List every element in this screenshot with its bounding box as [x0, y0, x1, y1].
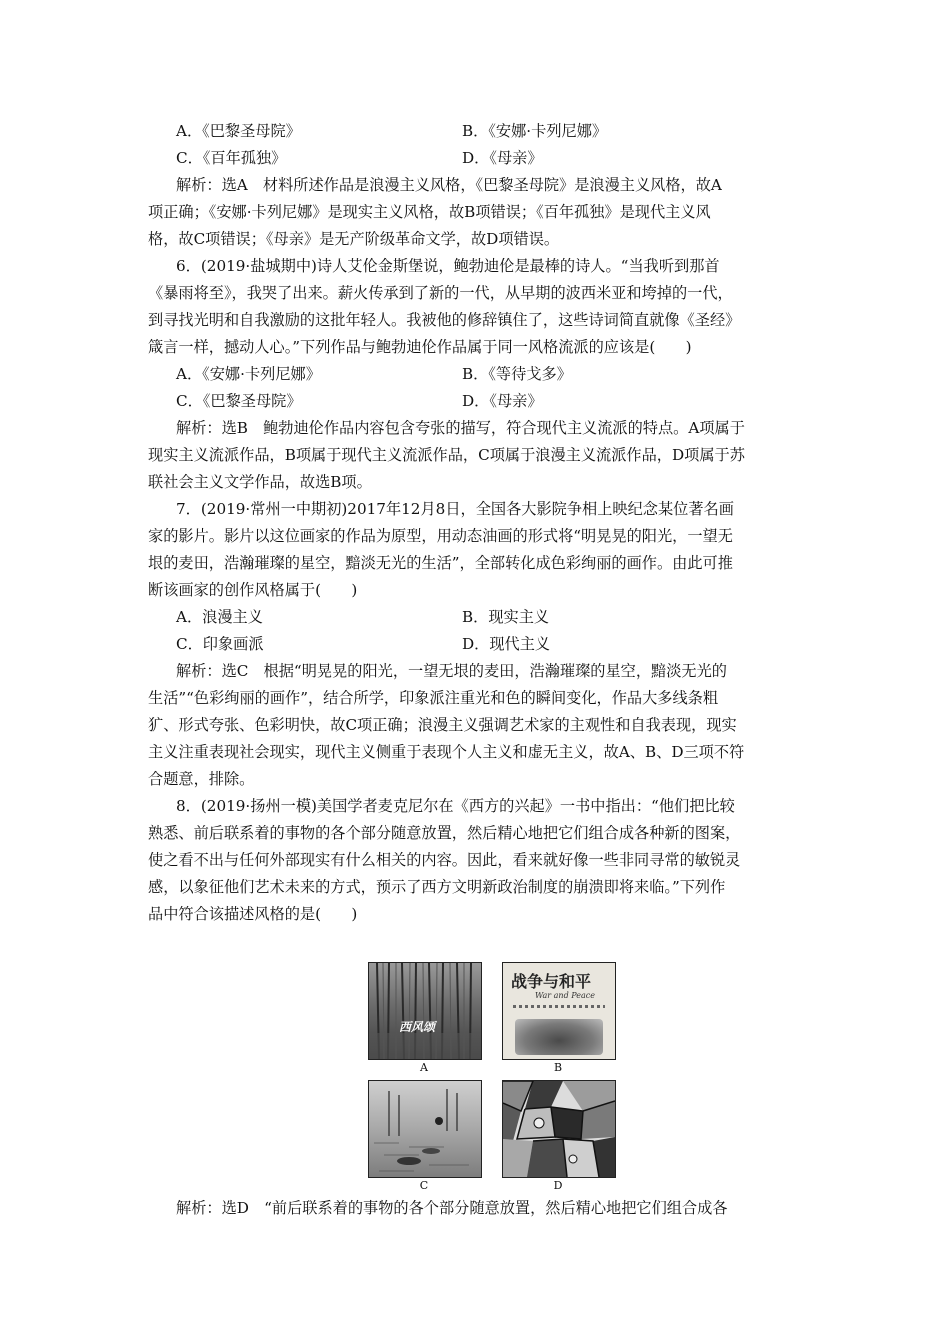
- q5-option-d: D．《母亲》: [462, 149, 543, 167]
- q7-answer-line: 犷、形式夸张、色彩明快，故C项正确；浪漫主义强调艺术家的主观性和自我表现，现实: [148, 716, 737, 734]
- q8-stem-line: 感，以象征他们艺术未来的方式，预示了西方文明新政治制度的崩溃即将来临。”下列作: [148, 878, 726, 896]
- q6-stem-line: 6．(2019·盐城期中)诗人艾伦金斯堡说，鲍勃迪伦是最棒的诗人。“当我听到那首: [176, 257, 720, 275]
- artwork-b-author-line: [513, 1005, 605, 1008]
- q6-stem-line: 《暴雨将至》，我哭了出来。薪火传承到了新的一代，从早期的波西米亚和垮掉的一代，: [148, 284, 733, 302]
- q6-options-row-2: [148, 388, 828, 415]
- q6-option-c: C．《巴黎圣母院》: [176, 392, 302, 410]
- artwork-d-label: D: [553, 1179, 563, 1192]
- document-page: [148, 118, 828, 928]
- q5-answer-line: 格，故C项错误；《母亲》是无产阶级革命文学，故D项错误。: [148, 230, 560, 248]
- artwork-b-image: [502, 962, 616, 1060]
- artwork-b-illustration: [515, 1019, 603, 1055]
- q5-option-b: B．《安娜·卡列尼娜》: [462, 122, 608, 140]
- q8-answer-line: 解析：选D “前后联系着的事物的各个部分随意放置，然后精心地把它们组合成各: [176, 1199, 728, 1217]
- q6-answer-line: 联社会主义文学作品，故选B项。: [148, 473, 372, 491]
- artwork-b-subtitle: War and Peace: [535, 991, 595, 1000]
- q7-answer-line: 解析：选C 根据“明晃晃的阳光，一望无垠的麦田，浩瀚璀璨的星空，黯淡无光的: [176, 662, 727, 680]
- q7-stem-line: 7．(2019·常州一中期初)2017年12月8日，全国各大影院争相上映纪念某位著名画: [176, 500, 734, 518]
- q7-option-c: C．印象画派: [176, 635, 264, 653]
- q5-answer-line: 项正确；《安娜·卡列尼娜》是现实主义风格，故B项错误；《百年孤独》是现代主义风: [148, 203, 711, 221]
- q7-options-row-1: [148, 604, 828, 631]
- q7-option-d: D．现代主义: [462, 635, 551, 653]
- artwork-a-image: [368, 962, 482, 1060]
- q8-stem-line: 品中符合该描述风格的是( ): [148, 905, 358, 923]
- artwork-a-caption: 西风颂: [399, 1020, 436, 1034]
- artwork-c-label: C: [419, 1179, 429, 1192]
- artwork-a-label: A: [420, 1061, 428, 1074]
- artwork-b-label: B: [553, 1061, 563, 1074]
- q6-option-a: A．《安娜·卡列尼娜》: [176, 365, 321, 383]
- q5-answer-line: 解析：选A 材料所述作品是浪漫主义风格，《巴黎圣母院》是浪漫主义风格，故A: [176, 176, 722, 194]
- q8-stem-line: 熟悉、前后联系着的事物的各个部分随意放置，然后精心地把它们组合成各种新的图案，: [148, 824, 741, 842]
- q7-stem-line: 家的影片。影片以这位画家的作品为原型，用动态油画的形式将“明晃晃的阳光，一望无: [148, 527, 733, 545]
- q5-option-c: C．《百年孤独》: [176, 149, 287, 167]
- q8-stem-line: 使之看不出与任何外部现实有什么相关的内容。因此，看来就好像一些非同寻常的敏锐灵: [148, 851, 741, 869]
- q5-options-row-1: [148, 118, 828, 145]
- q5-options-row-2: [148, 145, 828, 172]
- artwork-d-image: [502, 1080, 616, 1178]
- q7-answer-line: 生活”“色彩绚丽的画作”，结合所学，印象派注重光和色的瞬间变化，作品大多线条粗: [148, 689, 719, 707]
- q7-answer-line: 主义注重表现社会现实，现代主义侧重于表现个人主义和虚无主义，故A、B、D三项不符: [148, 743, 745, 761]
- artwork-b-title: 战争与和平: [511, 972, 592, 991]
- q8-artwork-figure: [368, 962, 618, 1194]
- q7-stem-line: 垠的麦田，浩瀚璀璨的星空，黯淡无光的生活”，全部转化成色彩绚丽的画作。由此可推: [148, 554, 733, 572]
- q6-stem-line: 箴言一样，撼动人心。”下列作品与鲍勃迪伦作品属于同一风格流派的应该是( ): [148, 338, 692, 356]
- q6-option-b: B．《等待戈多》: [462, 365, 572, 383]
- q6-options-row-1: [148, 361, 828, 388]
- q6-answer-line: 现实主义流派作品，B项属于现代主义流派作品，C项属于浪漫主义流派作品，D项属于苏: [148, 446, 745, 464]
- q7-option-a: A．浪漫主义: [176, 608, 263, 626]
- q5-option-a: A．《巴黎圣母院》: [176, 122, 301, 140]
- q6-answer-line: 解析：选B 鲍勃迪伦作品内容包含夸张的描写，符合现代主义流派的特点。A项属于: [176, 419, 745, 437]
- q8-stem-line: 8．(2019·扬州一模)美国学者麦克尼尔在《西方的兴起》一书中指出：“他们把比较: [176, 797, 735, 815]
- q7-answer-line: 合题意，排除。: [148, 770, 255, 788]
- q7-option-b: B．现实主义: [462, 608, 550, 626]
- q7-stem-line: 断该画家的创作风格属于( ): [148, 581, 358, 599]
- q6-option-d: D．《母亲》: [462, 392, 543, 410]
- q6-stem-line: 到寻找光明和自我激励的这批年轻人。我被他的修辞镇住了，这些诗词简直就像《圣经》: [148, 311, 741, 329]
- q7-options-row-2: [148, 631, 828, 658]
- artwork-c-image: [368, 1080, 482, 1178]
